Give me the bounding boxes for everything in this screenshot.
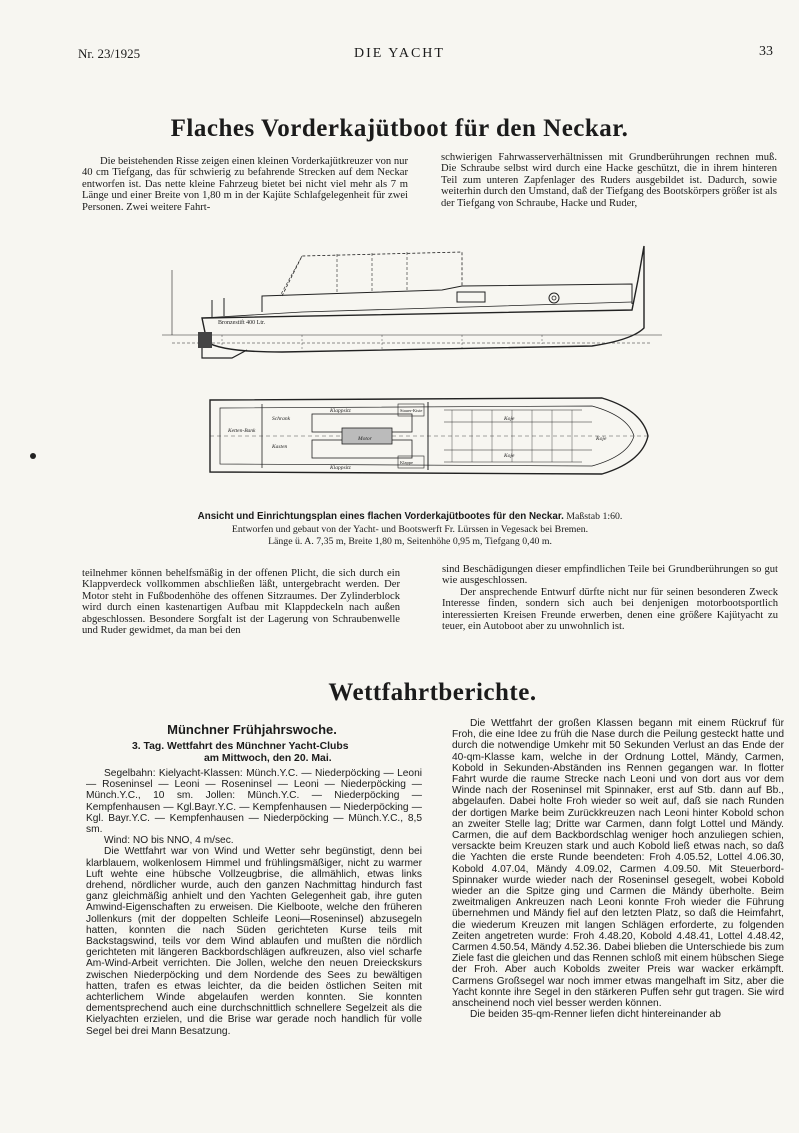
deck-label-5: Ketten-Bank: [228, 428, 256, 434]
regatta-course-text: Segelbahn: Kielyacht-Klassen: Münch.Y.C. — Niederpöcking — Leoni — Roseninsel — Leoni — Roseninsel — Leoni — Niederpöcking — Münch.Y.C., 10 sm. Jollen: Münch.Y.C. — Niederpöcking — Kempfenhausen — Kgl.Bayr.Y.C. — Kempfenhausen — Niederpöcking — Kgl. Bayr.Y.C. — Kempfenhausen — Niederpöcking — Münch.Y.C., 8,5 sm.: [86, 768, 422, 836]
day-heading-line-1: 3. Tag. Wettfahrt des Münchner Yacht-Clubs: [132, 741, 349, 752]
caption-scale: Maßstab 1:60.: [566, 511, 623, 522]
magazine-title: DIE YACHT: [354, 46, 445, 61]
margin-mark: [30, 453, 36, 459]
regatta-weather-text: Die Wettfahrt war von Wind und Wetter sehr begünstigt, denn bei klarblauem, wolkenlosem Himmel und frühlingsmäßiger, nicht zu warmer Luft wehte eine hübsche Vollzeugbrise, die allmählich, etwas links drehend, nördlicher wurde, auch den ganzen Nachmittag hindurch fast ganz gleichmäßig anhielt und den Yachten Gelegenheit gab, ihre guten Amwind-Eigenschaften zu erweisen. Die Kielboote, welche den früheren Jollenkurs (mit der doppelten Schleife Leoni—Roseninsel) abzusegeln hatten, konnten die nach Süden gerichteten Kurse teils mit Backstagswind, teils vor dem Wind ablaufen und mußten die nördlich gerichteten mit längeren Backbordschlägen aufkreuzen, also viel scharfe Am-Wind-Arbeit verrichten. Die Jollen, welche den neuen Dreieckskurs zwischen Niederpöcking und dem Nordende des Sees zu bewältigen hatten, trafen es etwas leichter, da die beiden östlichen Seiten mit achterlichem Winde abgelaufen werden konnten. Sie konnten dementsprechend auch eine durchschnittlich schnellere Segelzeit als die Kielyachten erzielen, und die Brise war gerade noch handlich für volle Segel bei drei Mann Besatzung.: [86, 846, 422, 1037]
section-title-regatta: Wettfahrtberichte.: [328, 679, 537, 706]
regatta-subheading: Münchner Frühjahrswoche.: [167, 722, 337, 737]
article-title-boat: Flaches Vorderkajütboot für den Neckar.: [170, 115, 629, 142]
caption-title: Ansicht und Einrichtungsplan eines flachen Vorderkajütbootes für den Neckar.: [197, 511, 564, 522]
day-heading-line-2: am Mittwoch, den 20. Mai.: [204, 753, 332, 764]
regatta-race-text-2: Die beiden 35-qm-Renner liefen dicht hintereinander ab: [470, 1009, 721, 1021]
regatta-race-text: Die Wettfahrt der großen Klassen begann mit einem Rückruf für Froh, die eine Idee zu früh die Nase durch die Peilung gesteckt hatte und durch die notwendige Umkehr mit 50 Sekunden Verlust an das Ende der 40-qm-Klasse kam, welche in der Ordnung Lottel, Mändy, Carmen, Kobold in Sekunden-Abständen ins Rennen gegangen war. In flotter Fahrt wurde die raume Strecke nach Leoni und von dort aus vor dem Winde nach der Roseninsel mit Spinnaker, erst auf Stb. dann auf Bb., abgelaufen. Dabei holte Froh wieder so weit auf, daß sie nach Runden der dortigen Marke beim Zurückkreuzen nach Leoni hinter Kobold schon an zweiter Stelle lag; Dritte war Carmen, dann folgt Lottel und Mändy. Carmen, die auf dem Backbordschlag weniger hoch anzuliegen schien, versackte beim Kreuzen stark und auch Kobold ließ etwas nach, so daß die Yachten die erste Runde beendeten: Froh 4.05.52, Lottel 4.06.30, Kobold 4.07.04, Mändy 4.09.02, Carmen 4.09.50. Mit Steuerbord-Spinnaker wurde wieder nach der Roseninsel gesegelt, wobei Kobold wieder an die Spitze ging und Carmen die Mändy überholte. Beim zweitmaligen Ankreuzen nach Leoni konnte Froh wieder die Führung übernehmen und Mändy fiel auf den letzten Platz, so daß die Heimfahrt, die wiederum Kreuzen mit langen Schlägen erforderte, zu folgenden Zeiten angetreten wurde: Froh 4.48.20, Kobold 4.48.41, Lottel 4.48.42, Carmen 4.50.54, Mändy 4.52.36. Dabei blieben die Unterschiede bis zum Ziele fast die gleichen und das Rennen schloß mit einem hübschen Siege der Froh. Aber auch Kobolds zweiter Preis war wacker erkämpft. Carmens Großsegel war noch immer etwas mangelhaft im Sitz, aber die Yacht konnte ihre Segel in den stärkeren Puffen sehr gut tragen. Sie wird anscheinend noch viel besser werden können.: [452, 718, 784, 1010]
deck-label-2: Motor: [358, 436, 372, 442]
regatta-wind-text: Wind: NO bis NNO, 4 m/sec.: [104, 835, 234, 847]
figure-caption: [130, 511, 690, 549]
deck-label-10: Koje: [504, 453, 515, 459]
deck-label-3: Koje: [504, 416, 515, 422]
deck-label-4: Klappsitz: [330, 465, 351, 471]
intro-left-text: Die beistehenden Risse zeigen einen kleinen Vorderkajütkreuzer von nur 40 cm Tiefgang, das für schwierig zu befahrende Strecken auf dem Neckar entworfen ist. Das nette kleine Fahrzeug bietet bei nicht viel mehr als 7 m Länge und einer Breite von 1,80 m in der Kajüte Schlafgelegenheit für zwei Personen. Zwei weitere Fahrt-: [82, 156, 408, 213]
regatta-right-column: [452, 718, 784, 1020]
continuation-left-column: [82, 568, 400, 636]
caption-builder: Entworfen und gebaut von der Yacht- und Bootswerft Fr. Lürssen in Vegesack bei Bremen.: [231, 523, 589, 535]
continuation-right-column: [442, 564, 778, 632]
deck-label-8: Klappe: [400, 460, 413, 465]
deck-label-11: Koje: [596, 436, 607, 442]
deck-label-1: Klappsitz: [330, 408, 351, 414]
intro-right-text: schwierigen Fahrwasserverhältnissen mit Grundberührungen rechnen muß. Die Schraube selbst wird durch eine Hacke geschützt, die in ihrem hinteren Teil zum unteren Zapfenlager des Ruders ausgebildet ist. Dadurch, sowie weiterhin durch den Umstand, daß der Tiefgang des Bootskörpers größer ist als der Tiefgang von Schraube, Hacke und Ruder,: [441, 152, 777, 209]
boat-drawing: [162, 240, 662, 502]
boat-deck-plan: [210, 398, 648, 474]
issue-number: Nr. 23/1925: [78, 46, 141, 61]
intro-left-column: [82, 156, 408, 213]
page-number: 33: [759, 44, 773, 59]
regatta-left-column: [86, 768, 422, 1037]
caption-dimensions: Länge ü. A. 7,35 m, Breite 1,80 m, Seitenhöhe 0,95 m, Tiefgang 0,40 m.: [268, 536, 552, 548]
intro-right-column: [441, 152, 777, 209]
continuation-right-text-2: Der ansprechende Entwurf dürfte nicht nur für seinen besonderen Zweck Interesse finden, sondern sich auch bei denjenigen motorbootsportlich interessierten Kreisen Freunde erwerben, denen eine größere Kajütyacht zu teuer, ein Autoboot aber zu unwohnlich ist.: [442, 586, 778, 633]
deck-label-6: Kasten: [272, 444, 288, 450]
deck-label-7: Stauer-Kiste: [400, 408, 423, 413]
regatta-day-heading: [82, 741, 422, 765]
continuation-left-text: teilnehmer können behelfsmäßig in der offenen Plicht, die sich durch ein Klappverdeck vollkommen abschließen läßt, untergebracht werden. Der Motor steht in Fußbodenhöhe des offenen Sitzraumes. Der Zylinderblock wird durch einen kastenartigen Aufbau mit Klappdeckeln nach außen abgeschlossen. Besondere Sorgfalt ist der Lagerung von Schraubenwelle und Ruder gewidmet, da man bei den: [82, 568, 400, 637]
boat-side-elevation: [162, 246, 662, 358]
continuation-right-text-1: sind Beschädigungen dieser empfindlichen Teile bei Grundberührungen so gut wie ausgeschlossen.: [442, 564, 778, 587]
hull-note-label: Bronzestift 400 Ltr.: [218, 320, 266, 326]
deck-label-9: Schrank: [272, 416, 291, 422]
